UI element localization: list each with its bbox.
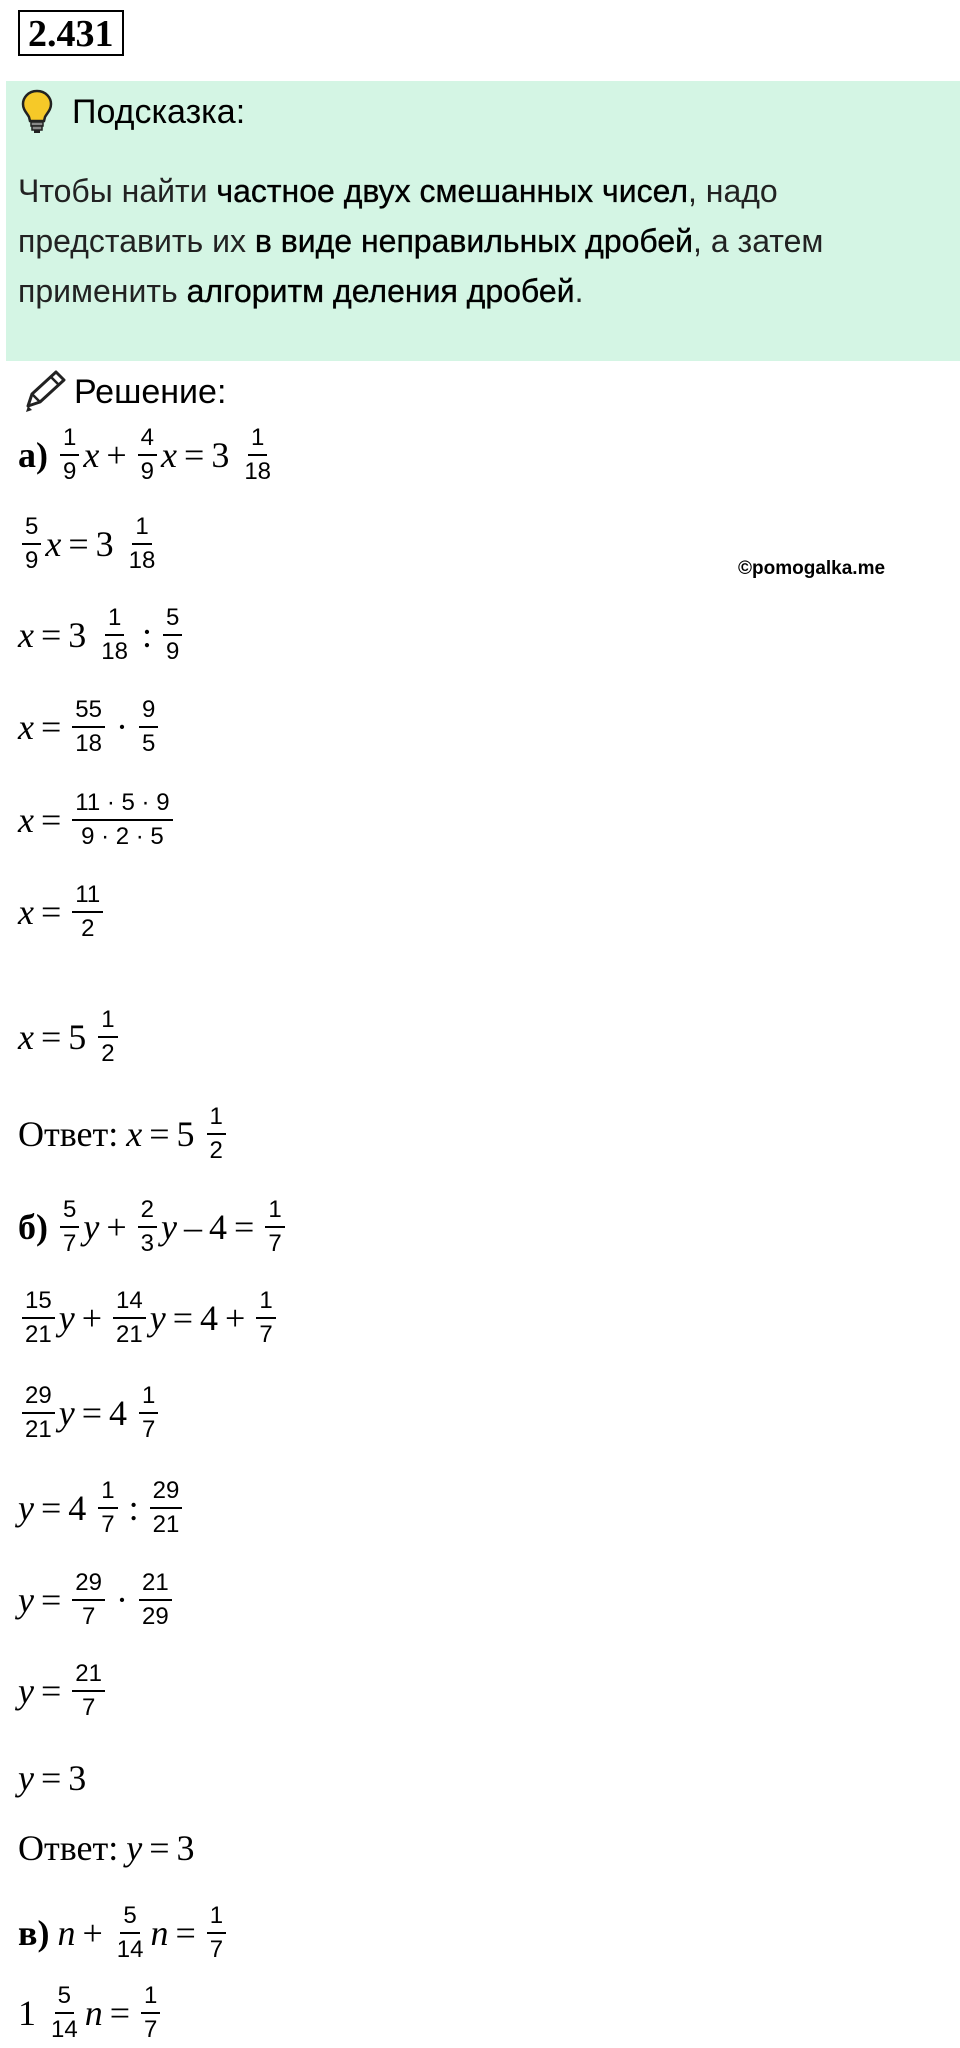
equation-b-4: y = 4 $\frac{1}{7}$ : $\frac{29}{21}$ xyxy=(18,1473,186,1543)
fraction: $\frac{1}{7}$ xyxy=(207,1903,226,1963)
equation-b-1: б) $\frac{5}{7}$ y + $\frac{2}{3}$ y – 4 = $\frac{1}{7}$ xyxy=(18,1192,289,1262)
equation-a-1: а) $\frac{1}{9}$ x + $\frac{4}{9}$ x = 3 $\frac{1}{18}$ xyxy=(18,420,278,490)
fraction: $\frac{11 \cdot 5 \cdot 9}{9 \cdot 2 \cdot 5}$ xyxy=(72,790,172,850)
fraction: $\frac{1}{7}$ xyxy=(141,1983,160,2043)
fraction: $\frac{1}{7}$ xyxy=(139,1383,158,1443)
fraction: $\frac{21}{7}$ xyxy=(72,1661,105,1721)
fraction: $\frac{29}{21}$ xyxy=(150,1478,183,1538)
fraction: $\frac{1}{18}$ xyxy=(101,604,128,665)
copyright: ©pomogalka.me xyxy=(738,558,886,579)
pencil-icon xyxy=(20,368,70,414)
fraction: $\frac{1}{2}$ xyxy=(98,1007,117,1067)
equation-a-5: x = $\frac{11 \cdot 5 \cdot 9}{9 \cdot 2 \cdot 5}$ xyxy=(18,785,177,855)
fraction: $\frac{11}{2}$ xyxy=(72,882,103,942)
equation-c-2: 1 $\frac{5}{14}$ n = $\frac{1}{7}$ xyxy=(18,1978,164,2048)
equation-b-2: $\frac{15}{21}$ y + $\frac{14}{21}$ y = 4 + $\frac{1}{7}$ xyxy=(18,1283,280,1353)
fraction: $\frac{29}{21}$ xyxy=(22,1383,55,1443)
fraction: $\frac{1}{18}$ xyxy=(128,513,156,574)
hint-title: Подсказка: xyxy=(72,93,246,131)
fraction: $\frac{29}{7}$ xyxy=(72,1570,105,1630)
fraction: $\frac{15}{21}$ xyxy=(22,1288,55,1348)
fraction: $\frac{5}{9}$ xyxy=(22,514,41,574)
fraction: $\frac{14}{21}$ xyxy=(113,1288,146,1348)
fraction: $\frac{2}{3}$ xyxy=(138,1197,157,1257)
equation-b-5: y = $\frac{29}{7}$ · $\frac{21}{29}$ xyxy=(18,1565,176,1635)
answer-a: Ответ: x = 5 $\frac{1}{2}$ xyxy=(18,1099,230,1169)
fraction: $\frac{5}{14}$ xyxy=(116,1902,144,1963)
fraction: $\frac{5}{14}$ xyxy=(51,1982,78,2043)
fraction: $\frac{4}{9}$ xyxy=(138,425,157,485)
equation-a-6: x = $\frac{11}{2}$ xyxy=(18,877,107,947)
equation-b-6: y = $\frac{21}{7}$ xyxy=(18,1656,109,1726)
fraction: $\frac{1}{7}$ xyxy=(98,1478,117,1538)
solution-title: Решение: xyxy=(74,373,227,411)
hint-text: Чтобы найти частное двух смешанных чисел, надо представить их в виде неправильных дробей, а затем применить алгоритм деления дробей. xyxy=(18,173,824,309)
fraction: $\frac{21}{29}$ xyxy=(139,1570,172,1630)
equation-a-7: x = 5 $\frac{1}{2}$ xyxy=(18,1002,122,1072)
equation-c-1: в) n + $\frac{5}{14}$ n = $\frac{1}{7}$ xyxy=(18,1898,230,1968)
fraction: $\frac{5}{9}$ xyxy=(163,605,182,665)
task-number: 2.431 xyxy=(18,10,124,56)
fraction: $\frac{1}{18}$ xyxy=(244,424,272,485)
fraction: $\frac{5}{7}$ xyxy=(60,1197,79,1257)
answer-b: Ответ: y = 3 xyxy=(18,1828,195,1868)
equation-a-3: x = 3 $\frac{1}{18}$ : $\frac{5}{9}$ xyxy=(18,600,186,670)
fraction: $\frac{55}{18}$ xyxy=(72,697,105,757)
equation-a-4: x = $\frac{55}{18}$ · $\frac{9}{5}$ xyxy=(18,692,162,762)
equation-a-2: $\frac{5}{9}$ x = 3 $\frac{1}{18}$ xyxy=(18,509,162,579)
fraction: $\frac{1}{9}$ xyxy=(60,425,79,485)
equation-b-3: $\frac{29}{21}$ y = 4 $\frac{1}{7}$ xyxy=(18,1378,162,1448)
lightbulb-icon xyxy=(20,88,54,134)
fraction: $\frac{1}{7}$ xyxy=(256,1288,275,1348)
equation-b-7: y = 3 xyxy=(18,1758,87,1798)
fraction: $\frac{9}{5}$ xyxy=(139,697,158,757)
fraction: $\frac{1}{2}$ xyxy=(207,1104,226,1164)
fraction: $\frac{1}{7}$ xyxy=(265,1197,284,1257)
